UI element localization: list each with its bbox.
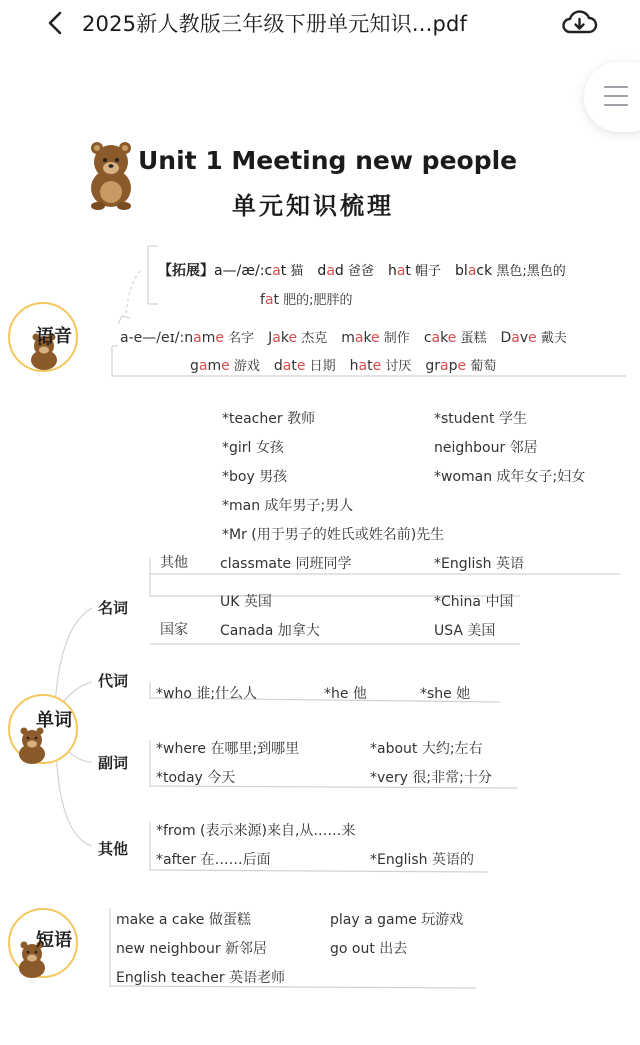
phonics-ext-lead: 【拓展】	[158, 263, 214, 279]
phonics-ext-word-0: cat 猫	[264, 263, 304, 279]
phrase-english-teacher: English teacher 英语老师	[116, 970, 286, 986]
word-very: *very 很;非常;十分	[370, 770, 492, 786]
word-woman: *woman 成年女子;妇女	[434, 469, 586, 485]
phonics-main-pattern: a-e—/eɪ/:	[120, 330, 185, 346]
phonics-label: 语音	[36, 326, 72, 347]
word-uk: UK 英国	[220, 594, 272, 610]
adverb-label: 副词	[98, 754, 129, 772]
bear-mascot-icon	[80, 138, 142, 210]
word-today: *today 今天	[156, 770, 236, 786]
word-classmate: classmate 同班同学	[220, 556, 352, 572]
word-other-label: 其他	[98, 840, 129, 858]
word-man: *man 成年男子;男人	[222, 498, 354, 514]
phonics-main-word-4: Dave 戴夫	[500, 330, 567, 346]
phonics-ext-word-2: hat 帽子	[387, 263, 442, 279]
phonics-ext-word-3: black 黑色;黑色的	[455, 263, 566, 279]
word-english-noun: *English 英语	[434, 556, 525, 572]
words-label: 单词	[36, 710, 72, 731]
cloud-download-icon[interactable]	[560, 5, 598, 39]
word-he: *he 他	[324, 686, 367, 702]
word-who: *who 谁;什么人	[156, 686, 258, 702]
phonics-main-word-3: cake 蛋糕	[423, 330, 487, 346]
word-teacher: *teacher 教师	[222, 411, 316, 427]
word-neighbour: neighbour 邻居	[434, 440, 538, 456]
noun-country-label: 国家	[160, 622, 188, 638]
word-english-adj: *English 英语的	[370, 852, 475, 868]
phonics-ext-line1	[158, 260, 580, 280]
phonics-ext-line2	[260, 289, 367, 308]
word-boy: *boy 男孩	[222, 469, 288, 485]
word-usa: USA 美国	[434, 623, 496, 639]
word-where: *where 在哪里;到哪里	[156, 741, 300, 757]
word-after: *after 在……后面	[156, 852, 271, 868]
phonics-main-line1	[120, 327, 581, 346]
phonics-main-word-8: grape 葡萄	[425, 358, 497, 374]
word-canada: Canada 加拿大	[220, 623, 320, 639]
chevron-left-icon[interactable]	[42, 8, 70, 38]
pronoun-label: 代词	[98, 672, 129, 690]
phonics-main-line2	[190, 355, 510, 374]
phonics-main-word-2: make 制作	[341, 330, 410, 346]
phrase-new-neighbour: new neighbour 新邻居	[116, 941, 268, 957]
word-china: *China 中国	[434, 594, 514, 610]
word-from: *from (表示来源)来自,从……来	[156, 823, 356, 839]
phrases-label: 短语	[36, 930, 72, 951]
unit-subtitle: 单元知识梳理	[232, 191, 394, 220]
phrase-play-game: play a game 玩游戏	[330, 912, 464, 928]
phonics-ext-word-1: dad 爸爸	[317, 263, 374, 279]
phrase-make-cake: make a cake 做蛋糕	[116, 912, 251, 928]
word-mr: *Mr (用于男子的姓氏或姓名前)先生	[222, 527, 445, 543]
word-she: *she 她	[420, 686, 471, 702]
top-bar	[0, 0, 640, 46]
phrase-go-out: go out 出去	[330, 941, 408, 957]
noun-label: 名词	[98, 599, 129, 617]
phonics-ext-word-4: fat 肥的;肥胖的	[260, 292, 353, 308]
word-about: *about 大约;左右	[370, 741, 483, 757]
unit-title: Unit 1 Meeting new people	[138, 146, 518, 175]
phonics-main-word-5: game 游戏	[190, 358, 260, 374]
document-page	[0, 46, 640, 1045]
phonics-main-word-0: name 名字	[184, 330, 255, 346]
phonics-ext-pattern: a—/æ/:	[214, 263, 265, 279]
document-title: 2025新人教版三年级下册单元知识...pdf	[82, 12, 468, 36]
phonics-main-word-1: Jake 杰克	[268, 330, 328, 346]
word-girl: *girl 女孩	[222, 440, 284, 456]
word-student: *student 学生	[434, 411, 527, 427]
phonics-main-word-6: date 日期	[273, 358, 336, 374]
phonics-main-word-7: hate 讨厌	[349, 358, 412, 374]
noun-other-label: 其他	[160, 555, 188, 571]
